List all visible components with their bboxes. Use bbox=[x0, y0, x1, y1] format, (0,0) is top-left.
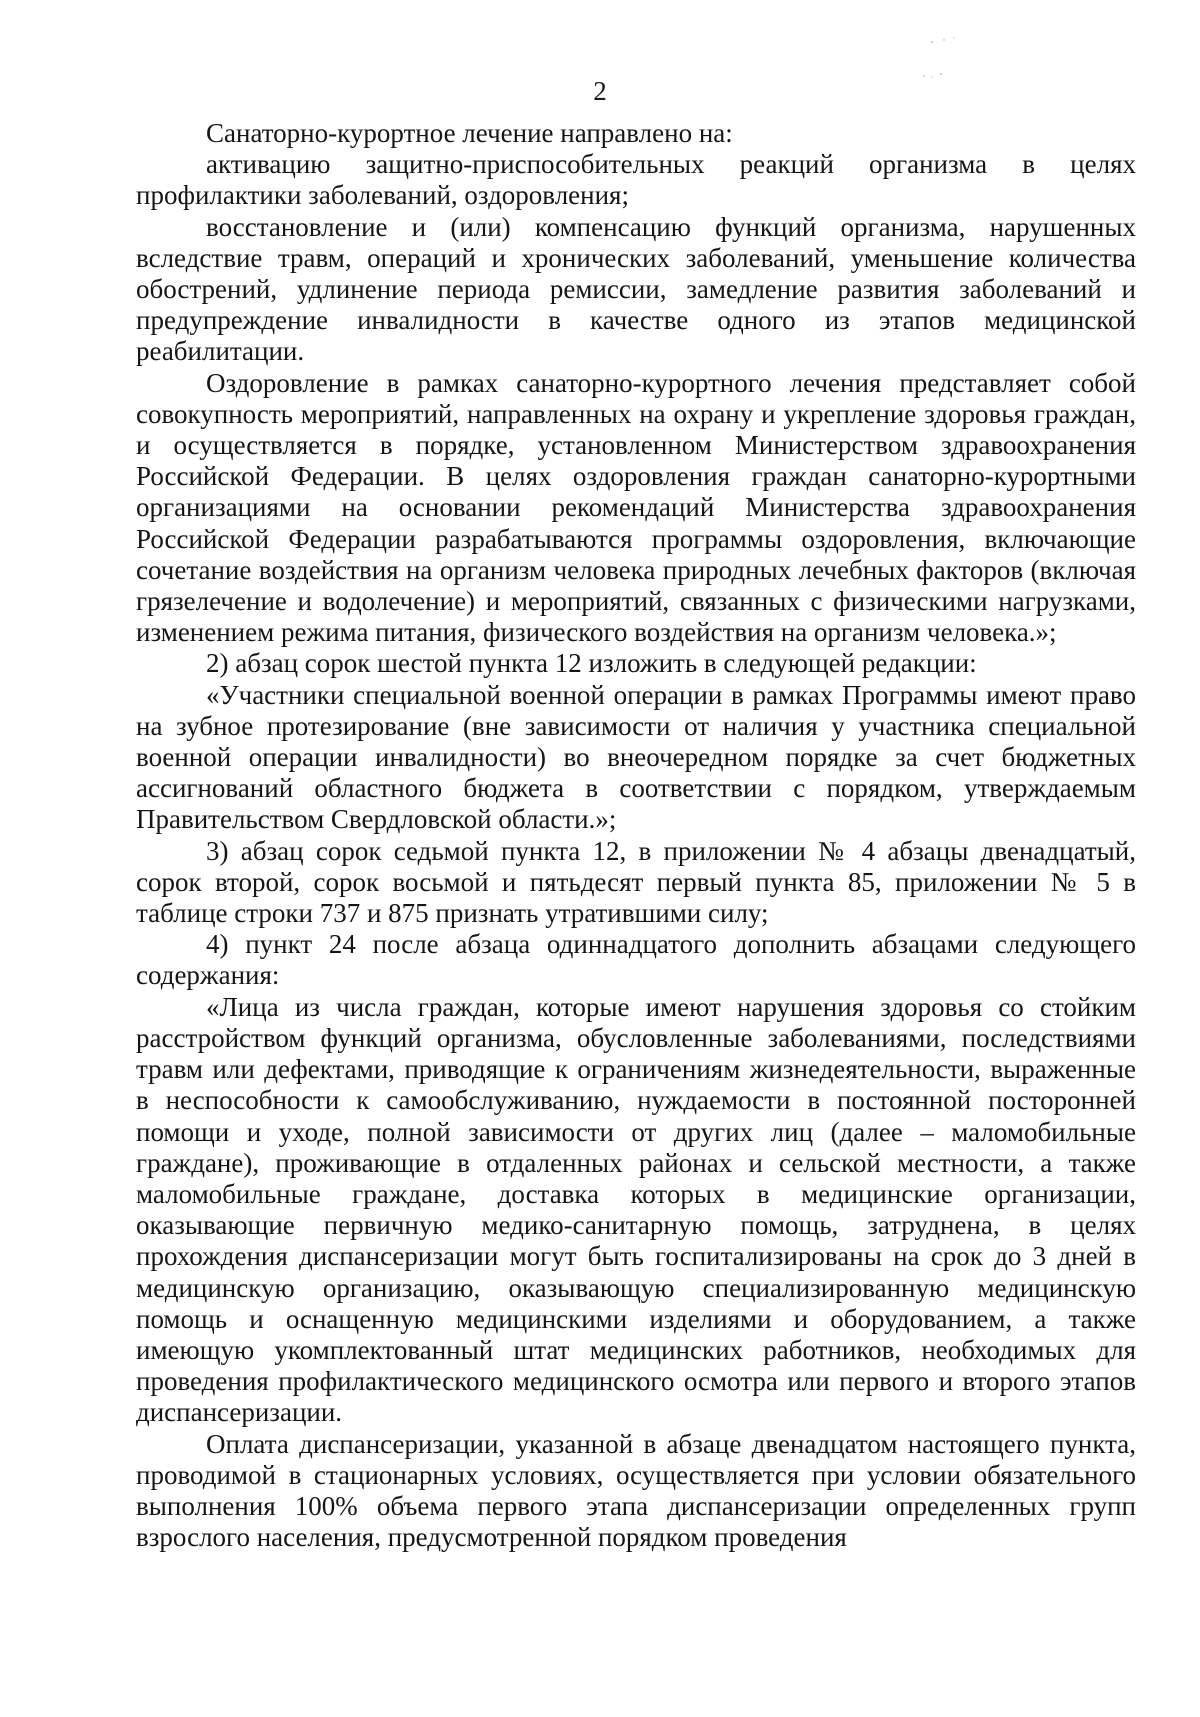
page-number: 2 bbox=[593, 76, 607, 106]
paragraph: восстановление и (или) компенсацию функций организма, нарушенных вследствие травм, операций и хронических заболеваний, уменьшение количества обострений, удлинение периода ремиссии, замедление развития заболеваний и предупреждение инвалидности в качестве одного из этапов медицинской реабилитации. bbox=[136, 211, 1136, 367]
paragraph: 2) абзац сорок шестой пункта 12 изложить в следующей редакции: bbox=[206, 648, 977, 679]
paragraph: Оплата диспансеризации, указанной в абзаце двенадцатом настоящего пункта, проводимой в стационарных условиях, осуществляется при условии обязательного выполнения 100% объема первого этапа диспансеризации определенных групп взрослого населения, предусмотренной порядком проведения bbox=[136, 1428, 1136, 1553]
paragraph: 4) пункт 24 после абзаца одиннадцатого дополнить абзацами следующего содержания: bbox=[136, 929, 1136, 991]
paragraph: «Лица из числа граждан, которые имеют нарушения здоровья со стойким расстройством функций организма, обусловленные заболеваниями, последствиями травм или дефектами, приводящие к ограничениям жизнедеятельности, выраженные в неспособности к самообслуживанию, нуждаемости в постоянной посторонней помощи и уходе, полной зависимости от других лиц (далее – маломобильные граждане), проживающие в отдаленных районах и сельской местности, а также маломобильные граждане, доставка которых в медицинские организации, оказывающие первичную медико-санитарную помощь, затруднена, в целях прохождения диспансеризации могут быть госпитализированы на срок до 3 дней в медицинскую организацию, оказывающую специализированную медицинскую помощь и оснащенную медицинскими изделиями и оборудованием, а также имеющую укомплектованный штат медицинских работников, необходимых для проведения профилактического медицинского осмотра или первого и второго этапов диспансеризации. bbox=[136, 991, 1136, 1428]
paragraph: Санаторно-курортное лечение направлено на: bbox=[206, 118, 733, 148]
paragraph: Оздоровление в рамках санаторно-курортного лечения представляет собой совокупность мероприятий, направленных на охрану и укрепление здоровья граждан, и осуществляется в порядке, установленном Министерством здравоохранения Российской Федерации. В целях оздоровления граждан санаторно-курортными организациями на основании рекомендаций Министерства здравоохранения Российской Федерации разрабатываются программы оздоровления, включающие сочетание воздействия на организм человека природных лечебных факторов (включая грязелечение и водолечение) и мероприятий, связанных с физическими нагрузками, изменением режима питания, физического воздействия на организм человека.»; bbox=[136, 367, 1136, 648]
paragraph: 3) абзац сорок седьмой пункта 12, в приложении № 4 абзацы двенадцатый, сорок второй, сорок восьмой и пятьдесят первый пункта 85, приложении № 5 в таблице строки 737 и 875 признать утратившими силу; bbox=[136, 835, 1136, 929]
document-body bbox=[136, 118, 1136, 1553]
paragraph: «Участники специальной военной операции в рамках Программы имеют право на зубное протезирование (вне зависимости от наличия у участника специальной военной операции инвалидности) во внеочередном порядке за счет бюджетных ассигнований областного бюджета в соответствии с порядком, утверждаемым Правительством Свердловской области.»; bbox=[136, 679, 1136, 835]
paragraph: активацию защитно-приспособительных реакций организма в целях профилактики заболеваний, оздоровления; bbox=[136, 149, 1136, 211]
